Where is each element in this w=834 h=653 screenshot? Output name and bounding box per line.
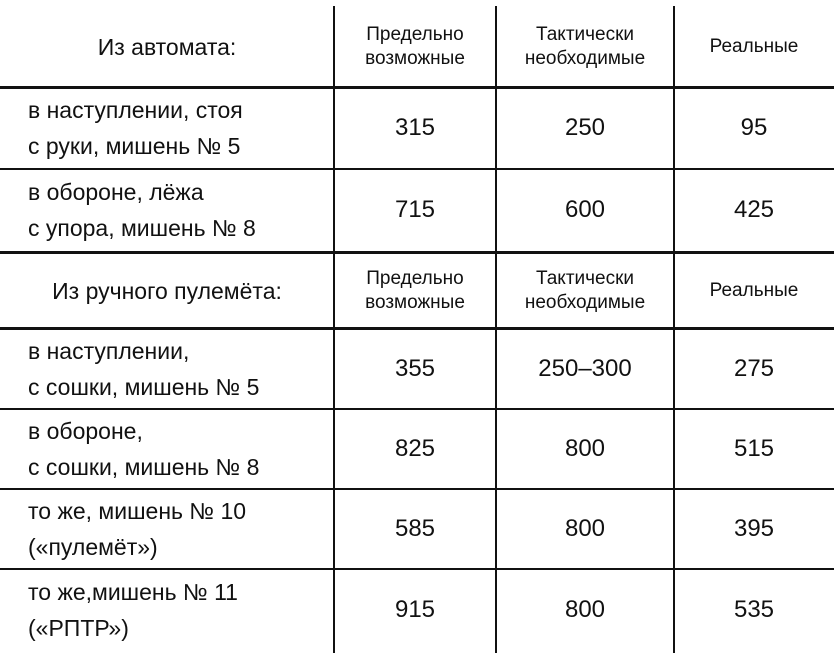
rifle-header-row [0, 8, 834, 86]
header-tactically-necessary: Тактически необходимые [524, 24, 646, 69]
value-real: 275 [733, 355, 775, 382]
section-divider [0, 251, 834, 254]
value-real: 425 [733, 196, 775, 223]
row-label: в наступлении, с сошки, мишень № 5 [28, 338, 260, 400]
table-row [0, 88, 834, 168]
header-max-possible: Предельно возможные [365, 24, 465, 69]
row-divider [0, 488, 834, 490]
row-label: то же, мишень № 10 («пулемёт») [28, 498, 247, 560]
value-tactically-necessary: 600 [564, 196, 606, 223]
row-label: в обороне, с сошки, мишень № 8 [28, 418, 260, 480]
row-divider [0, 168, 834, 170]
value-tactically-necessary: 800 [564, 596, 606, 623]
value-real: 515 [733, 435, 775, 462]
mg-header-row [0, 254, 834, 328]
column-divider [333, 6, 335, 653]
row-divider [0, 86, 834, 89]
column-divider [673, 6, 675, 653]
table-row [0, 490, 834, 568]
value-real: 535 [733, 596, 775, 623]
table-row [0, 410, 834, 488]
value-real: 95 [740, 114, 768, 141]
row-divider [0, 408, 834, 410]
table-row [0, 570, 834, 650]
rifle-section-title: Из автомата: [97, 33, 237, 60]
row-label: в обороне, лёжа с упора, мишень № 8 [28, 179, 256, 241]
row-divider [0, 327, 834, 330]
value-tactically-necessary: 250–300 [538, 355, 632, 382]
value-real: 395 [733, 515, 775, 542]
value-max-possible: 915 [394, 596, 436, 623]
value-tactically-necessary: 250 [564, 114, 606, 141]
row-label: то же,мишень № 11 («РПТР») [28, 579, 238, 641]
value-tactically-necessary: 800 [564, 435, 606, 462]
header-max-possible: Предельно возможные [365, 268, 465, 313]
value-max-possible: 585 [394, 515, 436, 542]
value-max-possible: 715 [394, 196, 436, 223]
value-max-possible: 315 [394, 114, 436, 141]
table-row [0, 330, 834, 408]
header-tactically-necessary: Тактически необходимые [524, 268, 646, 313]
row-divider [0, 568, 834, 570]
row-label: в наступлении, стоя с руки, мишень № 5 [28, 97, 243, 159]
column-divider [495, 6, 497, 653]
header-real: Реальные [709, 36, 799, 57]
value-max-possible: 825 [394, 435, 436, 462]
value-tactically-necessary: 800 [564, 515, 606, 542]
table-row [0, 170, 834, 250]
mg-section-title: Из ручного пулемёта: [52, 277, 282, 304]
header-real: Реальные [709, 280, 799, 301]
value-max-possible: 355 [394, 355, 436, 382]
